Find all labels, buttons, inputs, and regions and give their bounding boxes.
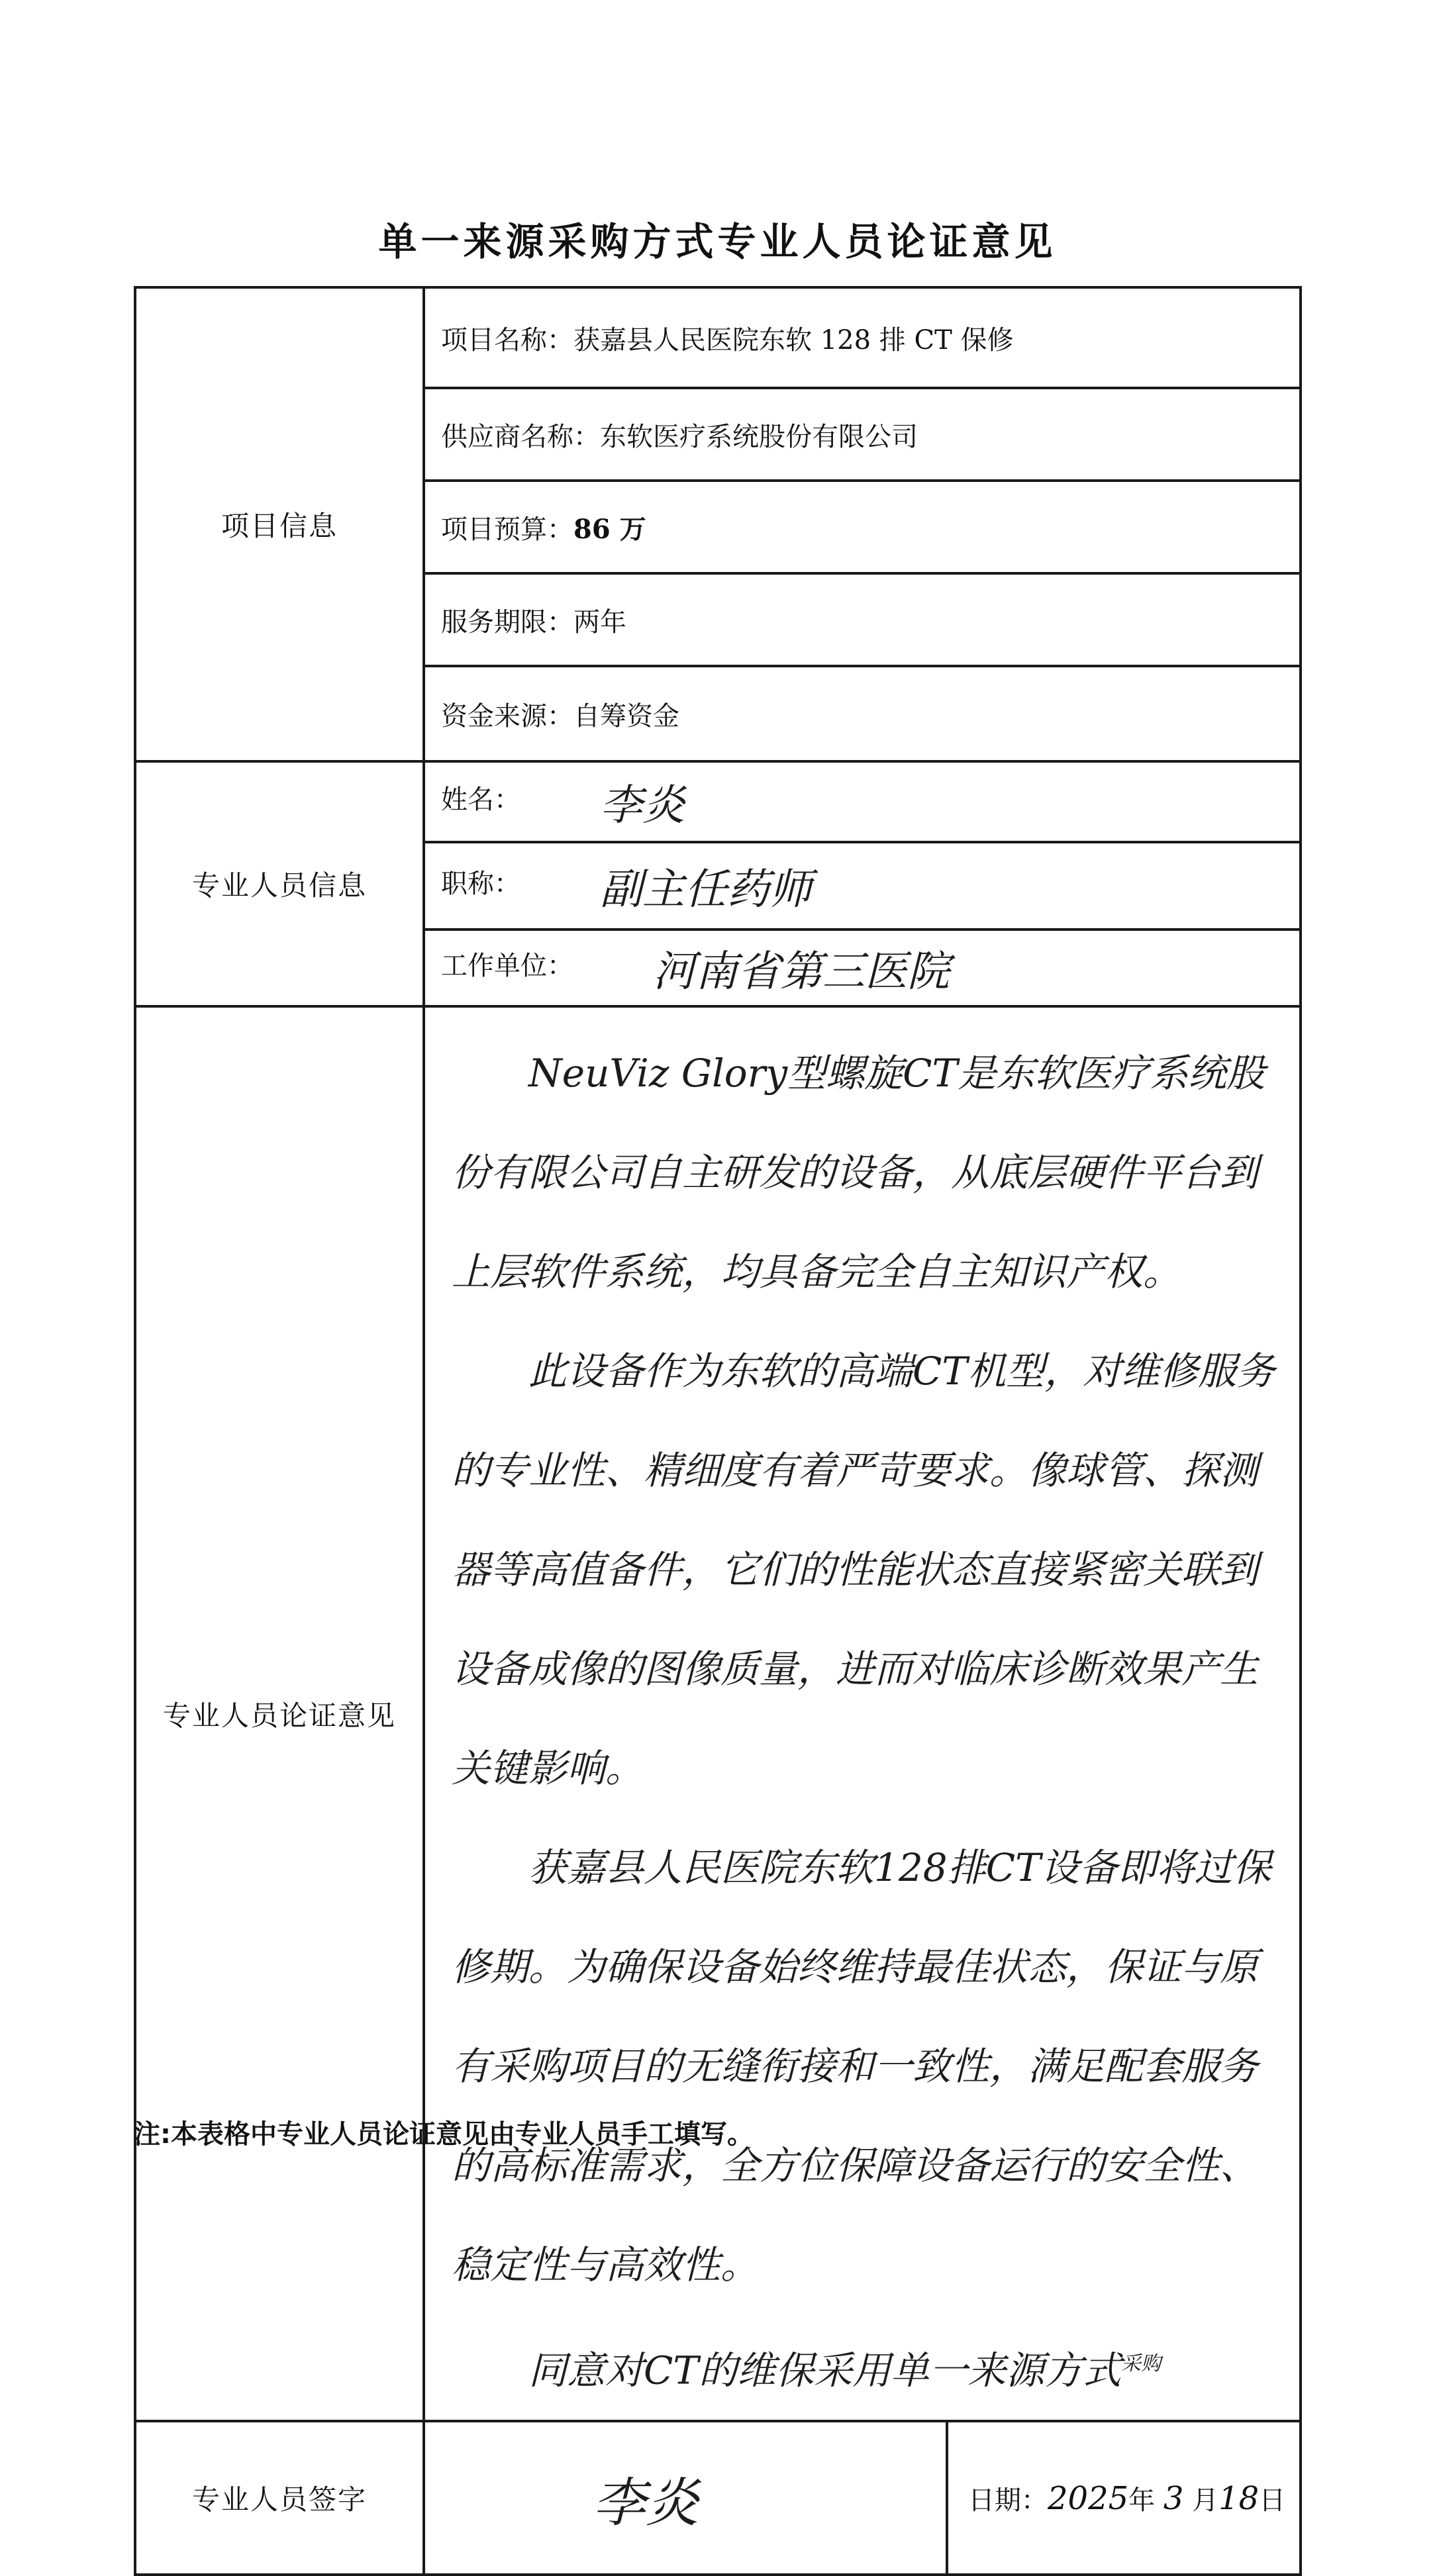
work-unit-handwriting: 河南省第三医院 [653, 947, 950, 996]
expert-info-section-label: 专业人员信息 [135, 761, 424, 1006]
date-label: 日期： [968, 2485, 1048, 2516]
service-period-value: 两年 [573, 606, 626, 638]
date-field [947, 2421, 1301, 2575]
signature-field [424, 2421, 947, 2575]
argument-form-table [134, 286, 1302, 2576]
supplier-value: 东软医疗系统股份有限公司 [600, 421, 918, 452]
service-period-field [424, 573, 1301, 666]
budget-label: 项目预算： [441, 514, 573, 545]
project-name-value: 获嘉县人民医院东软 128 排 CT 保修 [573, 324, 1014, 356]
date-month: 3 [1163, 2479, 1184, 2517]
budget-value: 86 万 [573, 513, 646, 545]
opinion-field [424, 1006, 1301, 2421]
month-unit: 月 [1192, 2485, 1219, 2516]
date-year: 2025 [1048, 2479, 1129, 2517]
funding-source-value: 自筹资金 [573, 700, 679, 732]
day-unit: 日 [1259, 2485, 1286, 2516]
work-unit-field [424, 930, 1301, 1006]
opinion-paragraph-2: 此设备作为东软的高端CT机型，对维修服务的专业性、精细度有着严苛要求。像球管、探测器等高值备件，它们的性能状态直接紧密关联到设备成像的图像质量，进而对临床诊断效果产生关键影响。 [452, 1349, 1275, 1791]
supplier-label: 供应商名称： [441, 421, 600, 452]
supplier-field [424, 388, 1301, 481]
opinion-section-label: 专业人员论证意见 [135, 1006, 424, 2421]
expert-signature: 李炎 [593, 2471, 699, 2534]
expert-title-field [424, 842, 1301, 930]
opinion-conclusion: 同意对CT的维保采用单一来源方式 [528, 2348, 1122, 2393]
signature-section-label: 专业人员签字 [135, 2421, 424, 2575]
service-period-label: 服务期限： [441, 606, 573, 638]
expert-name-field [424, 761, 1301, 842]
opinion-conclusion-insertion: 采购 [1121, 2352, 1162, 2375]
project-name-label: 项目名称： [441, 324, 573, 356]
date-day: 18 [1218, 2479, 1260, 2517]
year-unit: 年 [1128, 2485, 1156, 2516]
expert-title-label: 职称： [441, 869, 520, 899]
expert-title-handwriting: 副主任药师 [600, 865, 812, 914]
opinion-handwriting [452, 1024, 1283, 2420]
opinion-paragraph-1: NeuViz Glory型螺旋CT是东软医疗系统股份有限公司自主研发的设备，从底层硬件平台到上层软件系统，均具备完全自主知识产权。 [452, 1051, 1265, 1294]
expert-name-handwriting: 李炎 [600, 781, 685, 830]
budget-field [424, 481, 1301, 573]
funding-source-label: 资金来源： [441, 700, 573, 732]
page-title: 单一来源采购方式专业人员论证意见 [378, 219, 1057, 264]
project-name-field [424, 287, 1301, 388]
expert-name-label: 姓名： [441, 785, 520, 815]
work-unit-label: 工作单位： [441, 951, 573, 981]
opinion-paragraph-3: 获嘉县人民医院东软128排CT设备即将过保修期。为确保设备始终维持最佳状态，保证与原有采购项目的无缝衔接和一致性，满足配套服务的高标准需求，全方位保障设备运行的安全性、稳定性与高效性。 [452, 1845, 1271, 2287]
project-info-section-label: 项目信息 [135, 287, 424, 761]
footnote: 注:本表格中专业人员论证意见由专业人员手工填写。 [134, 2119, 754, 2150]
funding-source-field [424, 666, 1301, 761]
